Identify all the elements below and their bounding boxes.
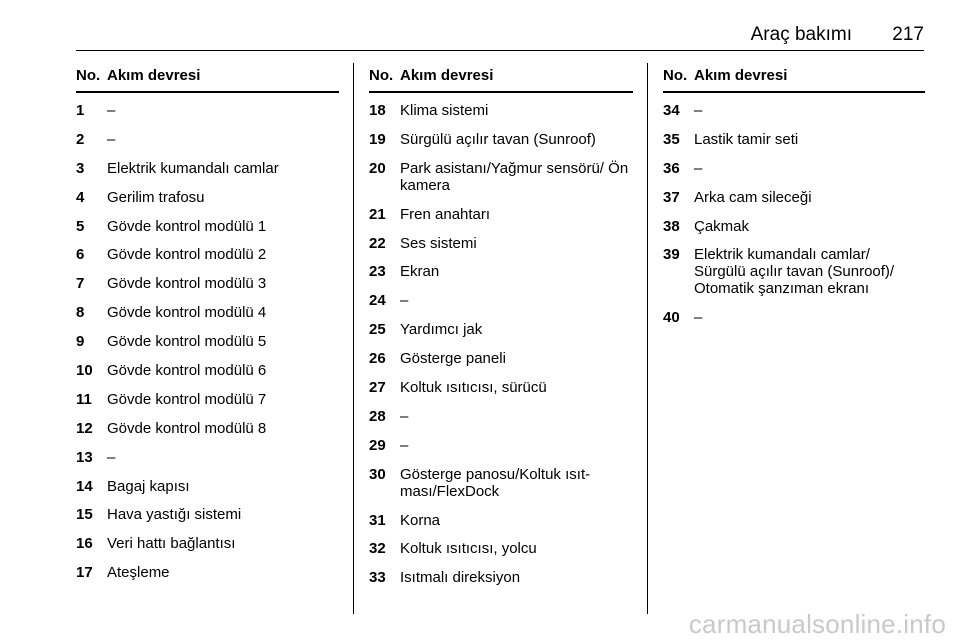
circuit-name: Yardımcı jak (400, 321, 483, 339)
table-row (369, 292, 633, 309)
table-row (369, 160, 633, 194)
table-row (369, 263, 633, 280)
table-row (76, 218, 339, 235)
circuit-name: Koltuk ısıtıcısı, sürücü (400, 379, 547, 397)
fuse-number: 21 (369, 205, 386, 223)
header-no: No. (663, 67, 688, 84)
table-header (76, 63, 339, 93)
watermark: carmanualsonline.info (688, 609, 946, 639)
table-row (76, 391, 339, 408)
circuit-name: Isıtmalı direksiyon (400, 569, 521, 587)
fuse-number: 16 (76, 535, 93, 553)
fuse-number: 8 (76, 304, 85, 322)
circuit-name: Elektrik kumandalı camlar/ Sürgülü açılır tavan (Sunroof)/ Otomatik şanzıman ekranı (694, 246, 895, 298)
fuse-number: 35 (663, 130, 680, 148)
table-row (76, 102, 339, 119)
fuse-number: 30 (369, 465, 386, 483)
circuit-name: Gövde kontrol modülü 4 (107, 304, 267, 322)
table-header (663, 63, 925, 93)
fuse-number: 33 (369, 569, 386, 587)
table-row (369, 131, 633, 148)
fuse-number: 22 (369, 234, 386, 252)
circuit-name: – (400, 292, 409, 310)
column-divider (647, 63, 648, 614)
circuit-name: Gösterge paneli (400, 350, 506, 368)
circuit-name: Elektrik kumandalı camlar (107, 159, 279, 177)
table-row (369, 206, 633, 223)
table-row (663, 131, 925, 148)
circuit-name: Sürgülü açılır tavan (Sunroof) (400, 130, 596, 148)
fuse-table-col-1 (76, 63, 339, 593)
circuit-name: Ateşleme (107, 564, 170, 582)
circuit-name: Gerilim trafosu (107, 188, 205, 206)
table-row (663, 189, 925, 206)
fuse-number: 10 (76, 362, 93, 380)
circuit-name: Ses sistemi (400, 234, 477, 252)
fuse-number: 5 (76, 217, 85, 235)
circuit-name: Gövde kontrol modülü 2 (107, 246, 267, 264)
table-header (369, 63, 633, 93)
circuit-name: Bagaj kapısı (107, 477, 190, 495)
table-row (76, 304, 339, 321)
circuit-name: Fren anahtarı (400, 205, 491, 223)
circuit-name: Klima sistemi (400, 102, 489, 119)
circuit-name: Gövde kontrol modülü 8 (107, 419, 267, 437)
table-row (76, 131, 339, 148)
circuit-name: – (694, 159, 703, 177)
table-row (369, 321, 633, 338)
fuse-table-col-3 (663, 63, 925, 338)
table-row (76, 246, 339, 263)
circuit-name: Korna (400, 511, 441, 529)
table-row (76, 362, 339, 379)
fuse-number: 7 (76, 275, 85, 293)
table-row (76, 160, 339, 177)
circuit-name: Arka cam sileceği (694, 188, 812, 206)
header-no: No. (76, 67, 101, 84)
fuse-number: 23 (369, 263, 386, 281)
fuse-number: 3 (76, 159, 85, 177)
fuse-number: 31 (369, 511, 386, 529)
circuit-name: – (107, 448, 116, 466)
circuit-name: Hava yastığı sistemi (107, 506, 242, 524)
circuit-name: – (107, 102, 116, 119)
header-circuit: Akım devresi (107, 67, 201, 84)
table-row (369, 437, 633, 454)
table-row (76, 535, 339, 552)
fuse-number: 2 (76, 130, 85, 148)
fuse-number: 17 (76, 564, 93, 582)
circuit-name: – (400, 407, 409, 425)
fuse-number: 14 (76, 477, 93, 495)
fuse-number: 34 (663, 102, 680, 119)
page-header (76, 22, 924, 51)
fuse-number: 39 (663, 246, 680, 264)
fuse-number: 40 (663, 309, 680, 327)
fuse-number: 19 (369, 130, 386, 148)
fuse-number: 25 (369, 321, 386, 339)
table-row (76, 275, 339, 292)
table-row (76, 564, 339, 581)
table-row (369, 379, 633, 396)
table-row (369, 102, 633, 119)
fuse-table-col-2 (369, 63, 633, 598)
circuit-name: Gövde kontrol modülü 7 (107, 390, 267, 408)
fuse-number: 38 (663, 217, 680, 235)
table-row (663, 309, 925, 326)
table-row (663, 246, 925, 297)
circuit-name: – (400, 436, 409, 454)
fuse-number: 27 (369, 379, 386, 397)
table-row (76, 189, 339, 206)
header-circuit: Akım devresi (400, 67, 494, 84)
table-row (369, 350, 633, 367)
fuse-number: 4 (76, 188, 85, 206)
table-row (76, 449, 339, 466)
section-title: Araç bakımı (750, 24, 852, 45)
circuit-name: Ekran (400, 263, 440, 281)
fuse-number: 13 (76, 448, 93, 466)
table-row (76, 420, 339, 437)
circuit-name: – (694, 309, 703, 327)
table-row (663, 160, 925, 177)
fuse-number: 18 (369, 102, 386, 119)
table-row (76, 478, 339, 495)
circuit-name: Lastik tamir seti (694, 130, 799, 148)
circuit-name: Çakmak (694, 217, 750, 235)
page-number: 217 (892, 24, 924, 45)
circuit-name: – (107, 130, 116, 148)
fuse-number: 11 (76, 390, 92, 408)
circuit-name: Gövde kontrol modülü 3 (107, 275, 267, 293)
circuit-name: Gövde kontrol modülü 1 (107, 217, 267, 235)
circuit-name: Gövde kontrol modülü 6 (107, 362, 267, 380)
table-row (369, 569, 633, 586)
fuse-number: 32 (369, 540, 386, 558)
circuit-name: Gösterge panosu/Koltuk ısıt- ması/FlexDock (400, 465, 591, 500)
circuit-name: Park asistanı/Yağmur sensörü/ Ön kamera (400, 159, 629, 194)
fuse-number: 24 (369, 292, 386, 310)
fuse-number: 28 (369, 407, 386, 425)
table-row (369, 408, 633, 425)
fuse-number: 12 (76, 419, 93, 437)
fuse-number: 6 (76, 246, 85, 264)
column-divider (353, 63, 354, 614)
fuse-number: 37 (663, 188, 680, 206)
circuit-name: Veri hattı bağlantısı (107, 535, 236, 553)
circuit-name: – (694, 102, 703, 119)
header-no: No. (369, 67, 394, 84)
fuse-number: 20 (369, 159, 386, 177)
table-row (76, 506, 339, 523)
table-row (369, 235, 633, 252)
table-row (76, 333, 339, 350)
header-circuit: Akım devresi (694, 67, 788, 84)
table-row (663, 102, 925, 119)
table-row (663, 218, 925, 235)
table-row (369, 512, 633, 529)
table-row (369, 466, 633, 500)
fuse-number: 29 (369, 436, 386, 454)
circuit-name: Koltuk ısıtıcısı, yolcu (400, 540, 537, 558)
fuse-number: 36 (663, 159, 680, 177)
circuit-name: Gövde kontrol modülü 5 (107, 333, 267, 351)
fuse-number: 9 (76, 333, 85, 351)
fuse-number: 1 (76, 102, 85, 119)
fuse-number: 26 (369, 350, 386, 368)
table-row (369, 540, 633, 557)
fuse-number: 15 (76, 506, 93, 524)
